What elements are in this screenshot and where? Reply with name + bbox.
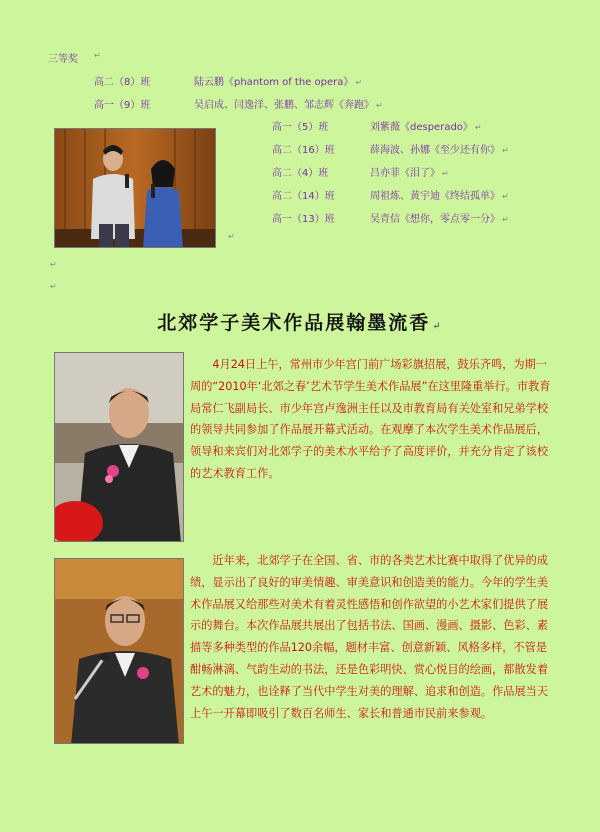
award-class: 高一（9）班 [94,100,151,111]
paragraph-mark-icon: ↵ [502,146,509,155]
paragraph-mark-icon: ↵ [432,321,443,332]
paragraph-mark-icon: ↵ [442,169,449,178]
award-names: 吴青信《想你，零点零一分》 ↵ [370,214,509,225]
paragraph-mark-icon: ↵ [50,282,57,291]
award-heading: 三等奖 [48,54,78,65]
article-paragraph-1: 4月24日上午，常州市少年宫门前广场彩旗招展，鼓乐齐鸣，为期一周的“2010年‘北郊之春’艺术节学生美术作品展”在这里隆重举行。市教育局常仁飞副局长、市少年宫卢逸洲主任以及市教育局有关处室和兄弟学校的领导共同参加了作品展开幕式活动。在观摩了本次学生美术作品展后，领导和来宾们对北郊学子的美术水平给予了高度评价，并充分肯定了该校的艺术教育工作。 [190,358,551,480]
award-class: 高二（14）班 [272,191,335,202]
award-class: 高二（16）班 [272,145,335,156]
award-row [272,164,328,179]
award-row [272,118,328,133]
paragraph-mark-icon: ↵ [50,260,57,269]
award-row [272,187,335,202]
award-row [94,73,150,88]
paragraph-mark-icon: ↵ [474,123,482,132]
paragraph-mark-icon: ↵ [376,101,383,110]
paragraph-mark-icon: ↵ [94,51,101,60]
award-class: 高一（13）班 [272,214,335,225]
award-names: 陆云鹏《phantom of the opera》 ↵ [194,77,363,88]
award-names: 薛海波、孙娜《至少还有你》 ↵ [370,145,509,156]
paragraph-mark-icon: ↵ [355,78,363,87]
award-names: 吕亦菲《泪了》 ↵ [370,168,449,179]
performance-photo [54,128,216,248]
award-row [272,141,335,156]
paragraph-mark-icon: ↵ [502,192,509,201]
award-row [272,210,335,225]
official-photo-1-image [55,353,184,542]
photo-wrap-spacer [48,550,190,746]
article-paragraph-2 [48,550,554,746]
paragraph-mark-icon: ↵ [228,232,235,241]
award-row [94,96,150,111]
article-paragraph-2-text: 近年来，北郊学子在全国、省、市的各类艺术比赛中取得了优异的成绩，显示出了良好的审美情趣、审美意识和创造美的能力。今年的学生美术作品展又给那些对美术有着灵性感悟和创作欲望的小艺术家们提供了展示的舞台。本次作品展共展出了包括书法、国画、漫画、摄影、色彩、素描等多种类型的作品120余幅，题材丰富、创意新颖、风格多样，不管是酣畅淋漓、气韵生动的书法，还是色彩明快、赏心悦目的绘画，都散发着艺术的魅力，也诠释了当代中学生对美的理解、追求和创造。作品展当天上午一开幕即吸引了数百名师生、家长和普通市民前来参观。 [190,554,549,720]
award-names: 刘紫薇《desperado》 ↵ [370,122,482,133]
official-photo-1 [54,352,184,542]
award-names: 吴启成、闫逸洋、张鹏、邹志辉《奔跑》 ↵ [194,100,383,111]
performance-photo-image [55,129,216,248]
article-title: 北郊学子美术作品展翰墨流香 ↵ [157,312,443,334]
award-class: 高一（5）班 [272,122,329,133]
award-class: 高二（4）班 [272,168,329,179]
award-class: 高二（8）班 [94,77,151,88]
paragraph-mark-icon: ↵ [502,215,509,224]
award-names: 周祖炼、黄宇迪《终结孤单》 ↵ [370,191,509,202]
